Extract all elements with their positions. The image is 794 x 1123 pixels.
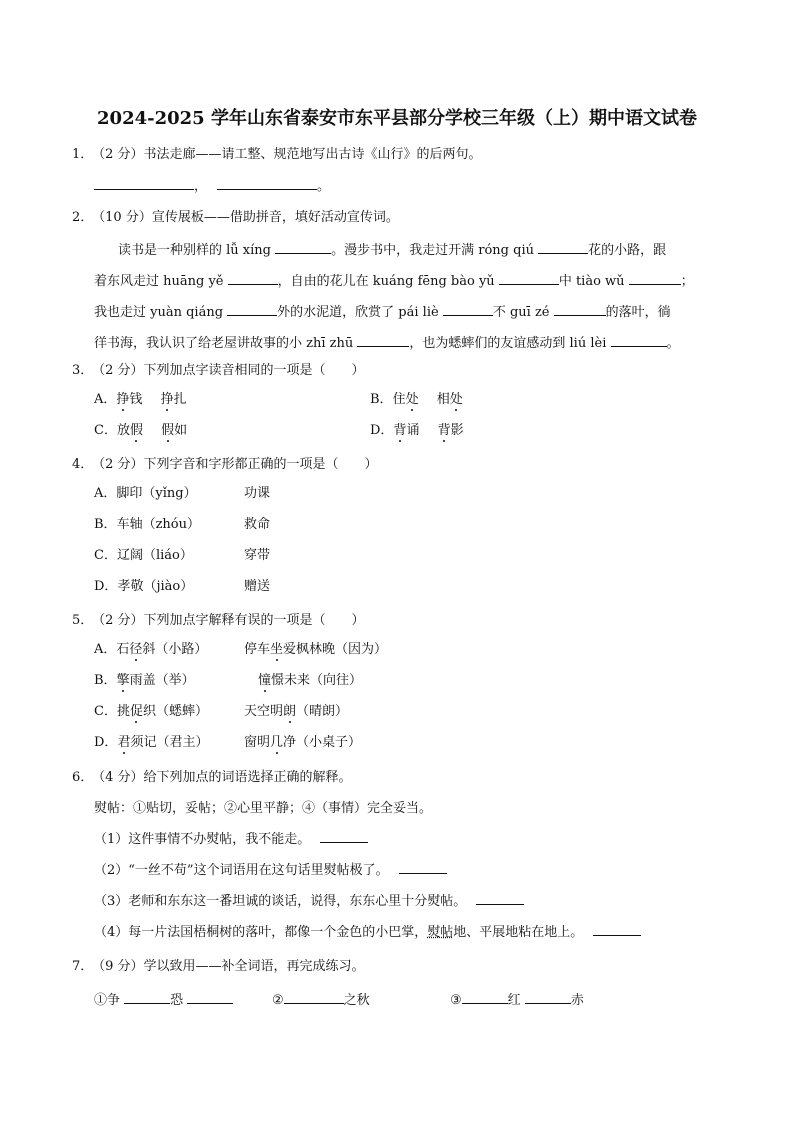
question-text: （10 分）宣传展板——借助拼音，填好活动宣传词。 [92, 210, 399, 225]
q1-answer-line: ， 。 [94, 176, 330, 196]
answer-blank[interactable] [399, 860, 447, 874]
question-text: （2 分）下列加点字读音相同的一项是（ ） [92, 363, 365, 378]
question-text: （4 分）给下列加点的词语选择正确的解释。 [92, 770, 352, 785]
question-text: （2 分）书法走廊——请工整、规范地写出古诗《山行》的后两句。 [92, 147, 482, 162]
answer-blank[interactable] [357, 333, 409, 347]
question-text: （9 分）学以致用——补全词语，再完成练习。 [92, 959, 365, 974]
answer-blank[interactable] [525, 990, 571, 1004]
q5-option-c[interactable]: C．挑促织（蟋蟀） 天空明朗（晴朗） [94, 704, 349, 719]
q3-option-b[interactable]: B．住处 相处 [370, 392, 463, 407]
q6-definition: 熨帖：①贴切，妥帖；②心里平静；④（事情）完全妥当。 [94, 801, 433, 816]
q2-line-3: 我也走过 yuàn qiáng 外的水泥道，欣赏了 pái liè 不 guī zé 的落叶，徜 [94, 302, 671, 322]
answer-blank[interactable] [476, 891, 524, 905]
q3-option-d[interactable]: D．背诵 背影 [370, 423, 464, 438]
answer-blank[interactable] [275, 240, 331, 254]
q4-option-b[interactable]: B．车轴（zhóu） 救命 [94, 517, 271, 532]
q7-item-2: ② 之秋 [272, 990, 370, 1010]
q7-item-1: ①争 恐 [94, 990, 233, 1010]
q5-option-a[interactable]: A．石径斜（小路） 停车坐爱枫林晚（因为） [94, 642, 388, 657]
question-2: 2． （10 分）宣传展板——借助拼音，填好活动宣传词。 [72, 210, 399, 225]
q3-option-c[interactable]: C．放假 假如 [94, 423, 188, 438]
answer-blank[interactable] [284, 990, 344, 1004]
answer-blank[interactable] [462, 990, 508, 1004]
q2-line-4: 徉书海，我认识了给老屋讲故事的小 zhī zhū ，也为蟋蟀们的友谊感动到 liú lèi 。 [94, 333, 680, 353]
answer-blank[interactable] [94, 176, 194, 190]
question-1 [72, 146, 482, 164]
question-text: （2 分）下列字音和字形都正确的一项是（ ） [92, 457, 378, 472]
q2-line-2: 着东风走过 huāng yě ，自由的花儿在 kuáng fēng bào yǔ 中 tiào wǔ ； [94, 271, 694, 291]
answer-blank[interactable] [228, 271, 278, 285]
page-title: 2024-2025 学年山东省泰安市东平县部分学校三年级（上）期中语文试卷 [97, 108, 697, 129]
question-3: 3． （2 分）下列加点字读音相同的一项是（ ） [72, 363, 365, 378]
answer-blank[interactable] [227, 302, 277, 316]
q4-option-a[interactable]: A．脚印（yǐng） 功课 [94, 486, 271, 501]
dotted-word: 熨帖 [427, 925, 454, 940]
q4-option-d[interactable]: D．孝敬（jiào） 赠送 [94, 579, 271, 594]
answer-blank[interactable] [320, 829, 368, 843]
question-6: 6． （4 分）给下列加点的词语选择正确的解释。 [72, 770, 352, 785]
answer-blank[interactable] [611, 333, 667, 347]
answer-blank[interactable] [187, 990, 233, 1004]
question-5: 5． （2 分）下列加点字解释有误的一项是（ ） [72, 613, 365, 628]
q5-option-d[interactable]: D．君须记（君主） 窗明几净（小桌子） [94, 735, 362, 750]
answer-blank[interactable] [443, 302, 493, 316]
q5-option-b[interactable]: B．擎雨盖（举） 憧憬未来（向往） [94, 673, 363, 688]
answer-blank[interactable] [593, 922, 641, 936]
answer-blank[interactable] [538, 240, 588, 254]
question-4: 4． （2 分）下列字音和字形都正确的一项是（ ） [72, 457, 378, 472]
question-number: 1． [72, 147, 94, 162]
q7-item-3: ③ 红 赤 [450, 990, 584, 1010]
question-text: （2 分）下列加点字解释有误的一项是（ ） [92, 613, 365, 628]
answer-blank[interactable] [499, 271, 559, 285]
answer-blank[interactable] [554, 302, 606, 316]
q2-line-1: 读书是一种别样的 lǚ xíng 。漫步书中，我走过开满 róng qiú 花的小路，跟 [118, 240, 666, 260]
q3-option-a[interactable]: A．挣钱 挣扎 [94, 392, 187, 407]
answer-blank[interactable] [217, 176, 317, 190]
question-7: 7． （9 分）学以致用——补全词语，再完成练习。 [72, 959, 365, 974]
q6-sentence-2: （2）“一丝不苟”这个词语用在这句话里熨帖极了。 [94, 860, 447, 880]
answer-blank[interactable] [629, 271, 681, 285]
answer-blank[interactable] [124, 990, 170, 1004]
q6-sentence-1: （1）这件事情不办熨帖，我不能走。 [94, 829, 368, 849]
q6-sentence-3: （3）老师和东东这一番坦诚的谈话，说得，东东心里十分熨帖。 [94, 891, 524, 911]
q6-sentence-4: （4）每一片法国梧桐树的落叶，都像一个金色的小巴掌，熨帖地、平展地粘在地上。 [94, 922, 641, 942]
q4-option-c[interactable]: C．辽阔（liáo） 穿带 [94, 548, 271, 563]
